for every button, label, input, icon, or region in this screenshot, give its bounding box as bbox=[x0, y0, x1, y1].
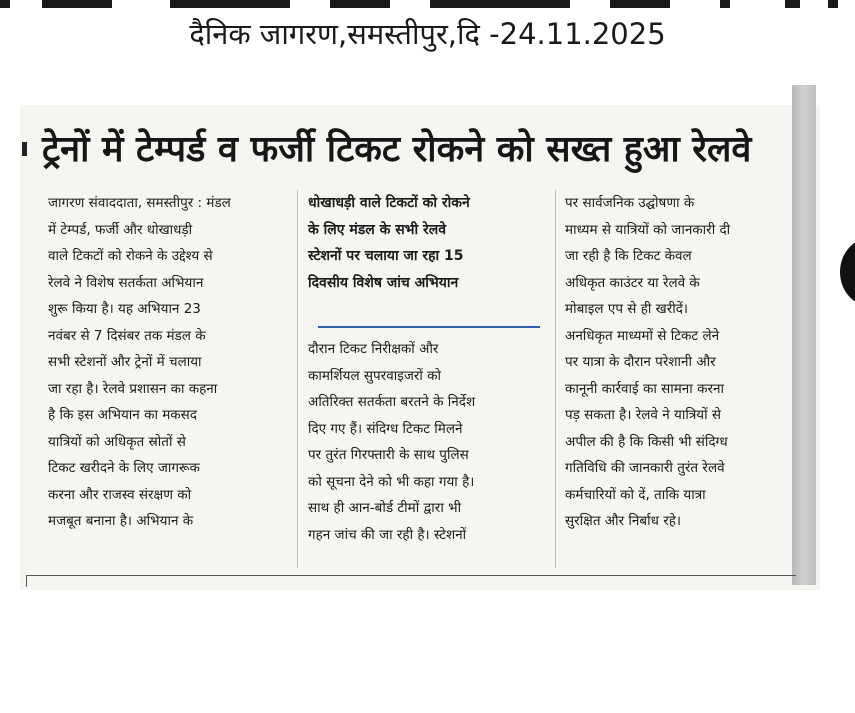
text-line: टिकट खरीदने के लिए जागरूक bbox=[48, 460, 200, 476]
teaser-line: स्टेशनों पर चलाया जा रहा 15 bbox=[308, 248, 464, 264]
text-line: अतिरिक्त सतर्कता बरतने के निर्देश bbox=[308, 394, 476, 410]
teaser-line: धोखाधड़ी वाले टिकटों को रोकने bbox=[308, 195, 470, 211]
text-line: यात्रियों को अधिकृत स्रोतों से bbox=[48, 433, 186, 450]
text-line: सुरक्षित और निर्बाध रहे। bbox=[565, 513, 682, 529]
text-line: शुरू किया है। यह अभियान 23 bbox=[48, 301, 201, 317]
article-teaser bbox=[308, 190, 546, 296]
text-line: दिए गए हैं। संदिग्ध टिकट मिलने bbox=[308, 420, 463, 437]
text-line: माध्यम से यात्रियों को जानकारी दी bbox=[565, 221, 731, 238]
text-line: जा रही है कि टिकट केवल bbox=[565, 248, 692, 264]
teaser-line: के लिए मंडल के सभी रेलवे bbox=[308, 221, 447, 238]
column-divider bbox=[555, 190, 556, 568]
text-line: है कि इस अभियान का मकसद bbox=[48, 407, 197, 423]
newspaper-dateline: दैनिक जागरण,समस्तीपुर,दि -24.11.2025 bbox=[189, 17, 666, 51]
text-line: दौरान टिकट निरीक्षकों और bbox=[308, 341, 439, 357]
text-line: वाले टिकटों को रोकने के उद्देश्य से bbox=[48, 248, 213, 264]
text-line: जा रहा है। रेलवे प्रशासन का कहना bbox=[48, 380, 218, 397]
text-line: कानूनी कार्रवाई का सामना करना bbox=[565, 380, 724, 397]
headline-bullet bbox=[22, 142, 27, 156]
article-column-2 bbox=[308, 336, 546, 548]
text-line: अनधिकृत माध्यमों से टिकट लेने bbox=[565, 327, 720, 344]
clipping-corner-tick bbox=[26, 575, 27, 587]
text-line: कर्मचारियों को दें, ताकि यात्रा bbox=[565, 486, 706, 503]
text-line: मजबूत बनाना है। अभियान के bbox=[48, 513, 194, 529]
text-line: अपील की है कि किसी भी संदिग्ध bbox=[565, 433, 728, 450]
article-headline: ट्रेनों में टेम्पर्ड व फर्जी टिकट रोकने को सख्त हुआ रेलवे bbox=[42, 129, 752, 170]
text-line: गतिविधि की जानकारी तुरंत रेलवे bbox=[565, 460, 725, 476]
top-cropped-headline-strip bbox=[0, 0, 855, 10]
text-line: अधिकृत काउंटर या रेलवे के bbox=[565, 274, 700, 291]
text-line: कामर्शियल सुपरवाइजरों को bbox=[308, 367, 442, 384]
text-line: नवंबर से 7 दिसंबर तक मंडल के bbox=[48, 327, 206, 344]
text-line: पर तुरंत गिरफ्तारी के साथ पुलिस bbox=[308, 447, 469, 463]
article-column-3 bbox=[565, 190, 800, 535]
text-line: रेलवे ने विशेष सतर्कता अभियान bbox=[48, 274, 204, 291]
text-line: पड़ सकता है। रेलवे ने यात्रियों से bbox=[565, 407, 722, 423]
text-line: में टेम्पर्ड, फर्जी और धोखाधड़ी bbox=[48, 221, 193, 238]
article-column-1 bbox=[48, 190, 286, 535]
text-line: को सूचना देने को भी कहा गया है। bbox=[308, 473, 475, 490]
text-line: जागरण संवाददाता, समस्तीपुर : मंडल bbox=[48, 195, 231, 211]
column-divider bbox=[297, 190, 298, 568]
floating-button-edge[interactable] bbox=[840, 238, 855, 306]
text-line: पर यात्रा के दौरान परेशानी और bbox=[565, 354, 716, 370]
text-line: मोबाइल एप से ही खरीदें। bbox=[565, 301, 688, 317]
teaser-underline bbox=[318, 326, 540, 328]
teaser-line: दिवसीय विशेष जांच अभियान bbox=[308, 274, 459, 291]
clipping-bottom-rule bbox=[26, 575, 796, 576]
text-line: करना और राजस्व संरक्षण को bbox=[48, 486, 192, 503]
text-line: पर सार्वजनिक उद्घोषणा के bbox=[565, 195, 695, 211]
text-line: सभी स्टेशनों और ट्रेनों में चलाया bbox=[48, 354, 202, 370]
text-line: गहन जांच की जा रही है। स्टेशनों bbox=[308, 526, 467, 543]
text-line: साथ ही आन-बोर्ड टीमों द्वारा भी bbox=[308, 500, 462, 516]
